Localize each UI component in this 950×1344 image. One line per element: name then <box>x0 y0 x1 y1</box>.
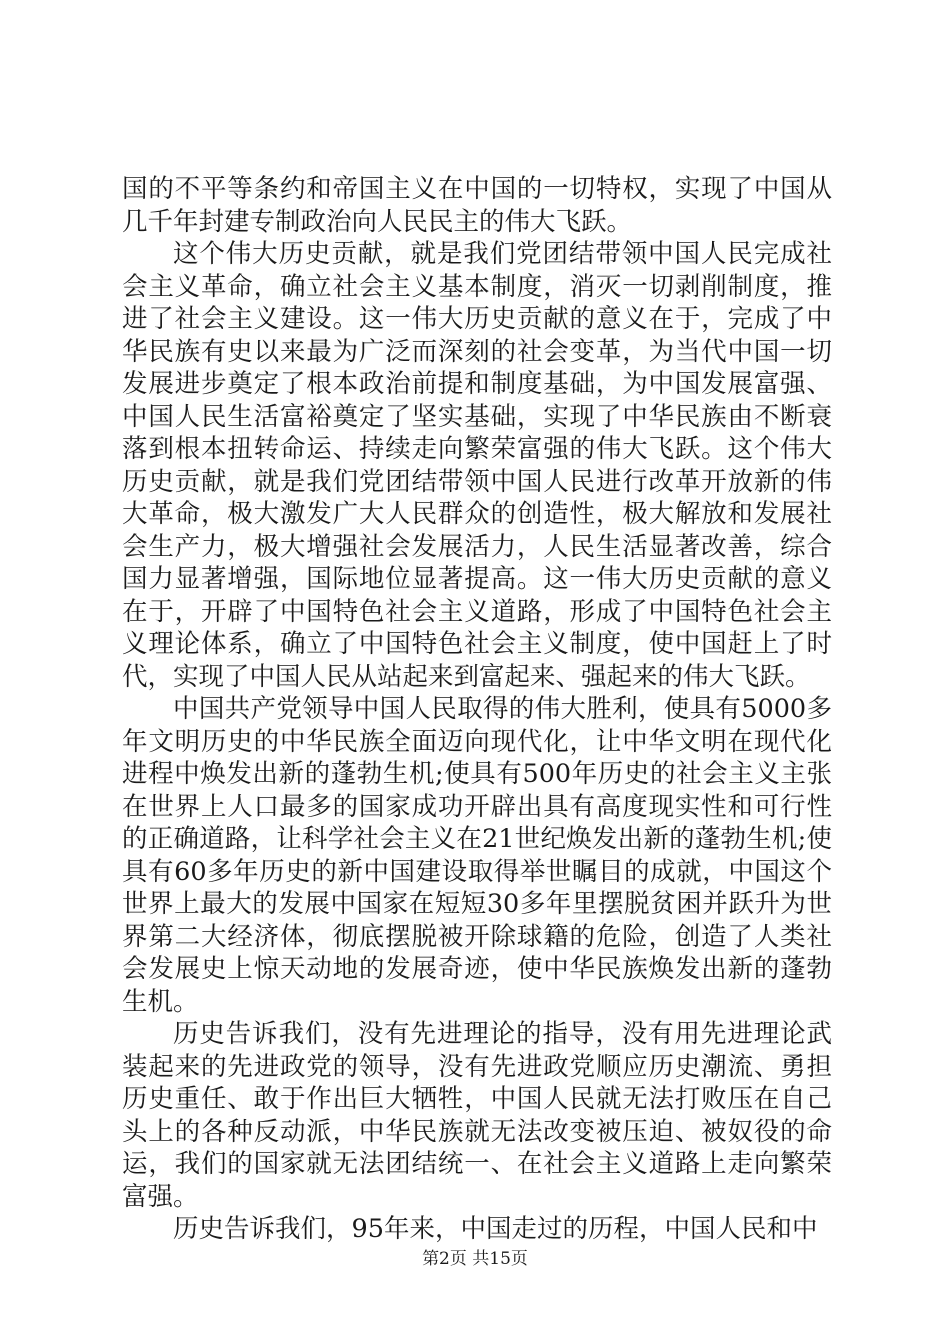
paragraph-historic-contribution: 这个伟大历史贡献，就是我们党团结带领中国人民完成社会主义革命，确立社会主义基本制度，消灭一切剥削制度，推进了社会主义建设。这一伟大历史贡献的意义在于，完成了中华民族有史以来最为广泛而深刻的社会变革，为当代中国一切发展进步奠定了根本政治前提和制度基础，为中国发展富强、中国人民生活富裕奠定了坚实基础，实现了中华民族由不断衰落到根本扭转命运、持续走向繁荣富强的伟大飞跃。这个伟大历史贡献，就是我们党团结带领中国人民进行改革开放新的伟大革命，极大激发广大人民群众的创造性，极大解放和发展社会生产力，极大增强社会发展活力，人民生活显著改善，综合国力显著增强，国际地位显著提高。这一伟大历史贡献的意义在于，开辟了中国特色社会主义道路，形成了中国特色社会主义理论体系，确立了中国特色社会主义制度，使中国赶上了时代，实现了中国人民从站起来到富起来、强起来的伟大飞跃。 <box>122 239 832 692</box>
document-body <box>122 173 832 1246</box>
paragraph-history-tells-us-1: 历史告诉我们，没有先进理论的指导，没有用先进理论武装起来的先进政党的领导，没有先进政党顺应历史潮流、勇担历史重任、敢于作出巨大牺牲，中国人民就无法打败压在自己头上的各种反动派，中华民族就无法改变被压迫、被奴役的命运，我们的国家就无法团结统一、在社会主义道路上走向繁荣富强。 <box>122 1019 832 1212</box>
page-footer: 第2页 共15页 <box>422 1249 528 1269</box>
paragraph-continuation: 国的不平等条约和帝国主义在中国的一切特权，实现了中国从几千年封建专制政治向人民民主的伟大飞跃。 <box>122 174 832 237</box>
paragraph-history-tells-us-2: 历史告诉我们，95年来，中国走过的历程，中国人民和中 <box>173 1214 818 1244</box>
paragraph-great-victory: 中国共产党领导中国人民取得的伟大胜利，使具有5000多年文明历史的中华民族全面迈向现代化，让中华文明在现代化进程中焕发出新的蓬勃生机;使具有500年历史的社会主义主张在世界上人口最多的国家成功开辟出具有高度现实性和可行性的正确道路，让科学社会主义在21世纪焕发出新的蓬勃生机;使具有60多年历史的新中国建设取得举世瞩目的成就，中国这个世界上最大的发展中国家在短短30多年里摆脱贫困并跃升为世界第二大经济体，彻底摆脱被开除球籍的危险，创造了人类社会发展史上惊天动地的发展奇迹，使中华民族焕发出新的蓬勃生机。 <box>122 694 832 1017</box>
